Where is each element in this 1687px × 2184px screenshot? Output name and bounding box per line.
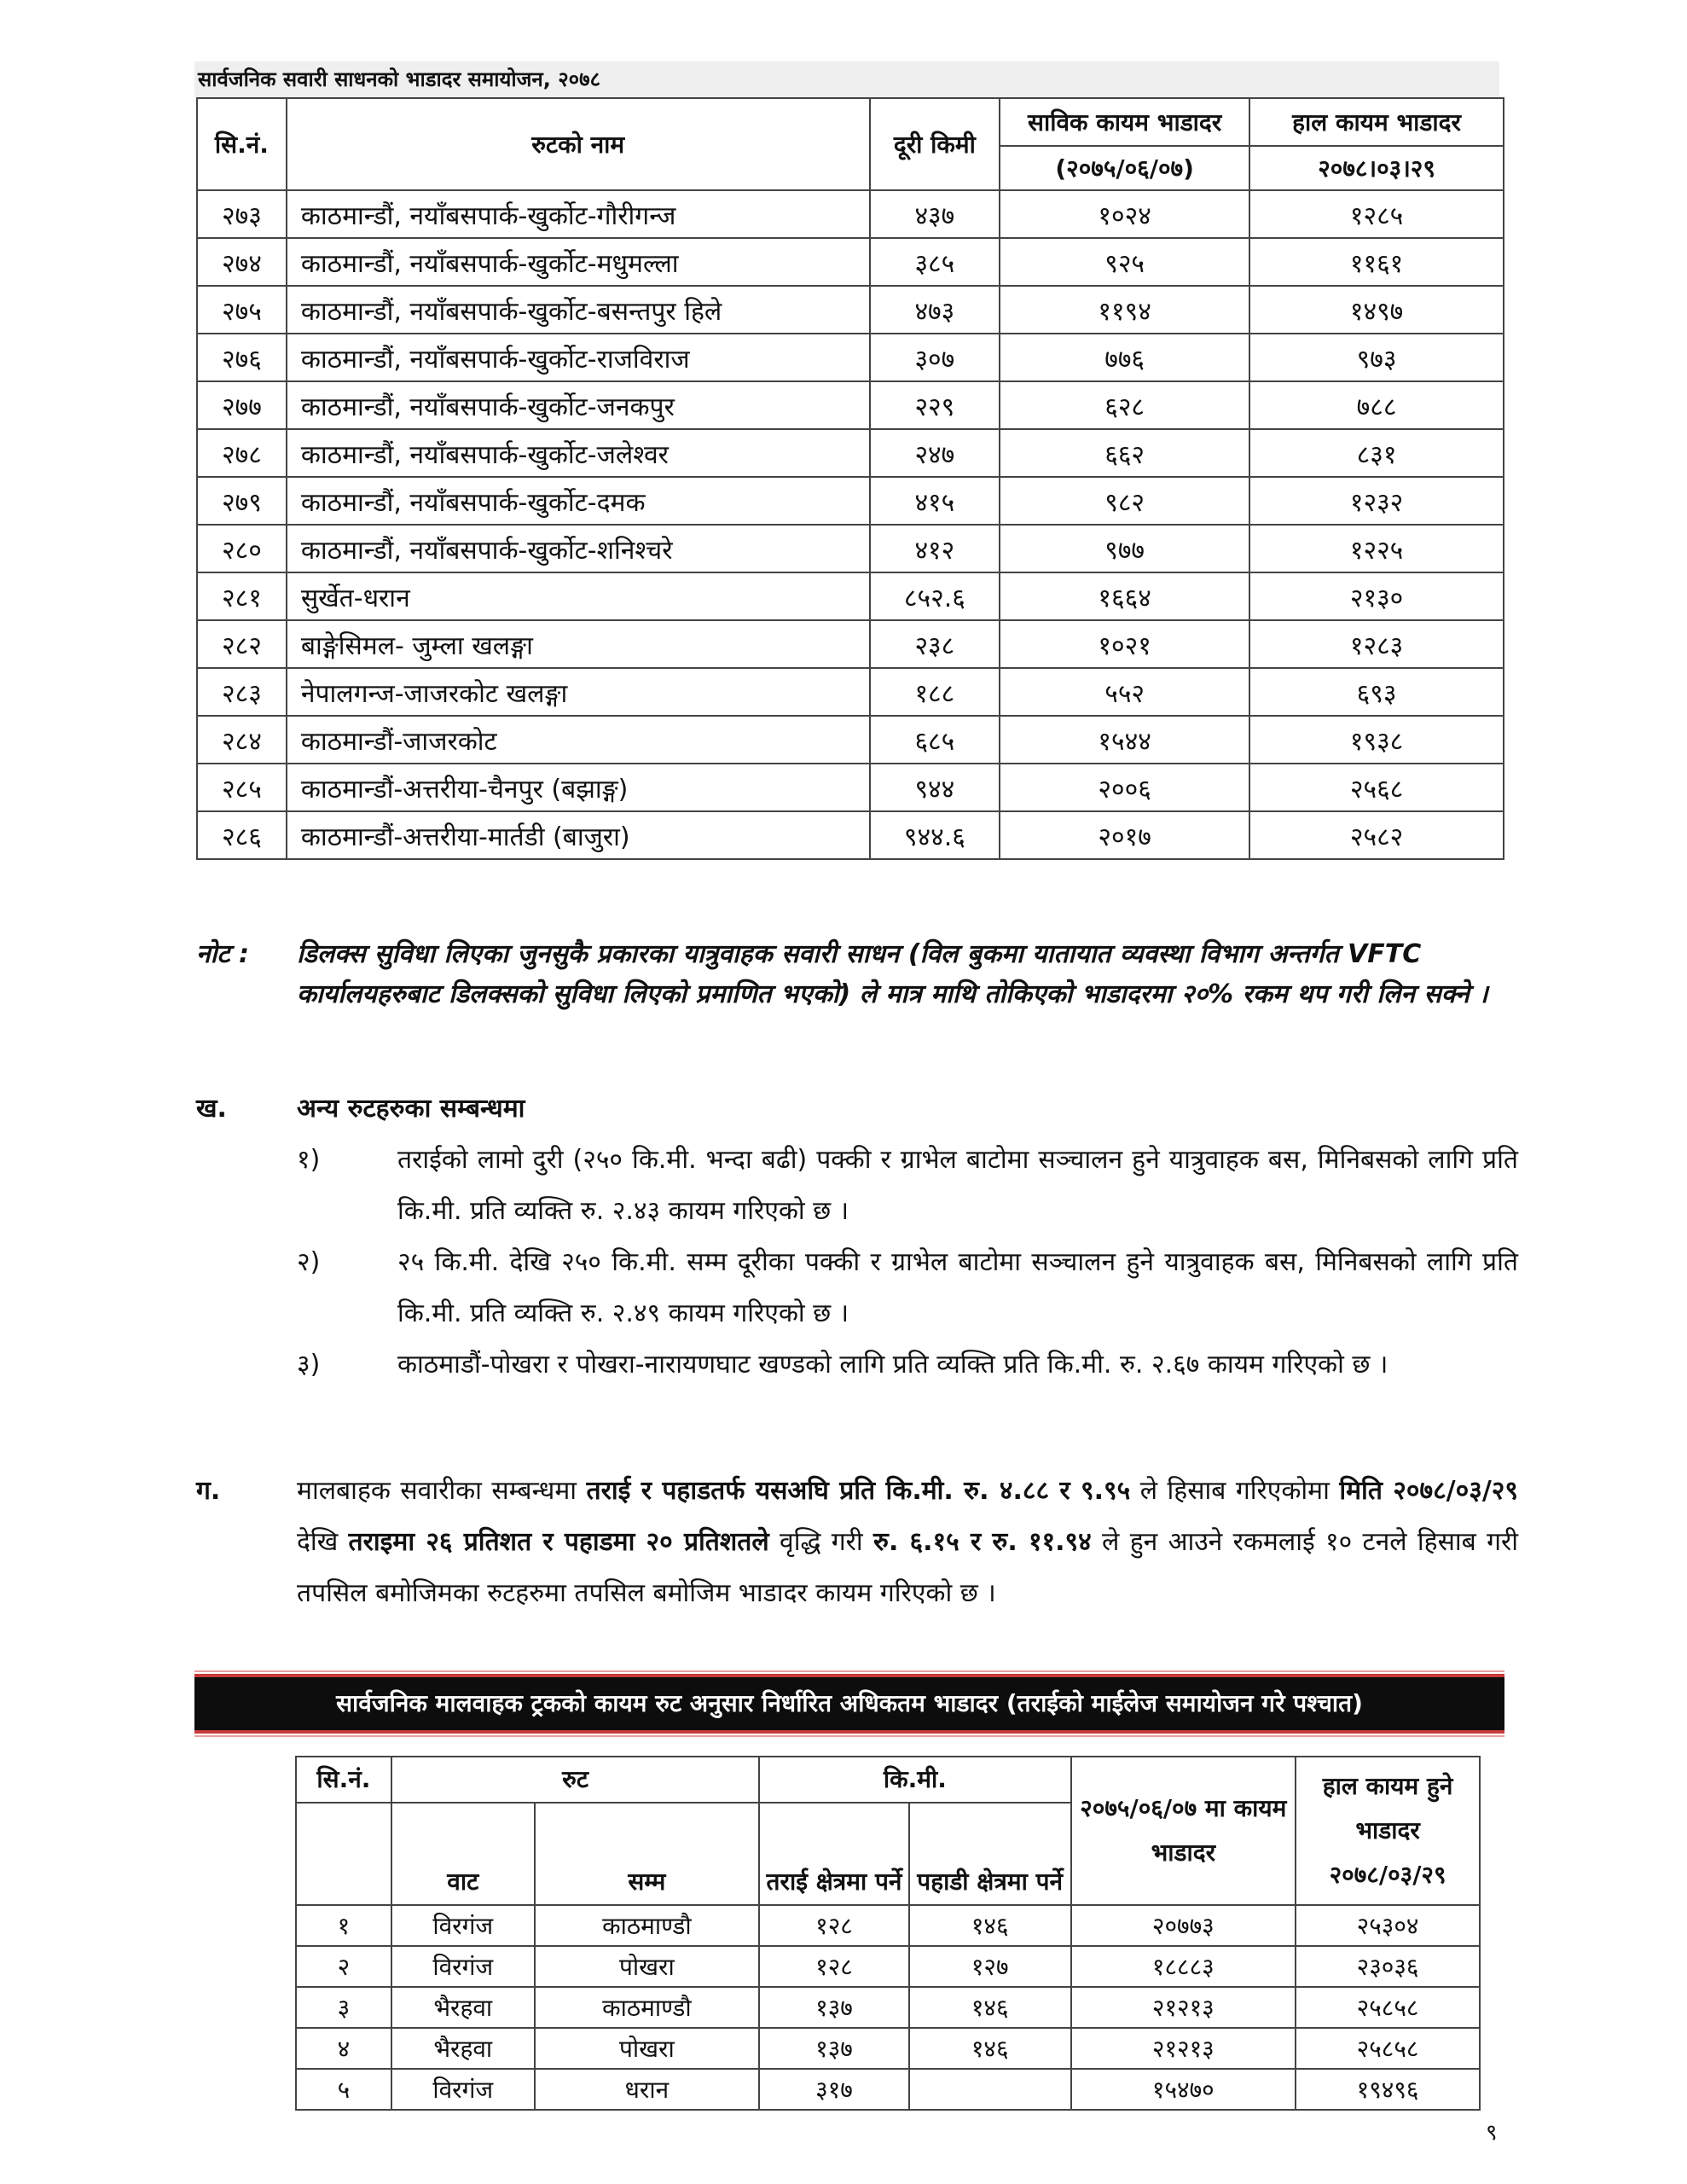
cell-sn: २८४ xyxy=(197,716,287,764)
page-header: सार्वजनिक सवारी साधनको भाडादर समायोजन, २०७८ xyxy=(194,61,1499,97)
cell-new-fare: २१३० xyxy=(1249,572,1504,620)
header-new-fare: हाल कायम भाडादर xyxy=(1249,98,1504,146)
cell-km: ४१२ xyxy=(870,525,1000,572)
cell-hill-km: १४६ xyxy=(909,1905,1071,1946)
cell-new-fare: २५८५८ xyxy=(1296,1987,1480,2028)
cell-sn: ५ xyxy=(296,2069,391,2110)
cell-sn: ४ xyxy=(296,2028,391,2069)
cell-route: काठमान्डौं, नयाँबसपार्क-खुर्कोट-दमक xyxy=(287,477,870,525)
cell-terai-km: १३७ xyxy=(759,1987,909,2028)
item-number: १) xyxy=(297,1145,321,1175)
cell-new-fare: १२८३ xyxy=(1249,620,1504,668)
cell-sn: २७७ xyxy=(197,381,287,429)
cell-sn: २८६ xyxy=(197,811,287,859)
table-row xyxy=(197,620,1504,668)
table-row xyxy=(197,190,1504,238)
table-row xyxy=(197,429,1504,477)
cell-old-fare: २१२१३ xyxy=(1071,1987,1296,2028)
text-run: मालबाहक सवारीका सम्बन्धमा xyxy=(297,1476,587,1506)
cell-terai-km: १२८ xyxy=(759,1946,909,1987)
section-heading: अन्य रुटहरुका सम्बन्धमा xyxy=(297,1094,525,1124)
cell-from: विरगंज xyxy=(391,2069,535,2110)
cell-new-fare: १९४९६ xyxy=(1296,2069,1480,2110)
cell-from: भैरहवा xyxy=(391,2028,535,2069)
cell-new-fare: १२३२ xyxy=(1249,477,1504,525)
cell-new-fare: २५८२ xyxy=(1249,811,1504,859)
table-row xyxy=(197,811,1504,859)
cell-km: ४३७ xyxy=(870,190,1000,238)
cell-km: २२९ xyxy=(870,381,1000,429)
section-ga xyxy=(196,1466,1518,1619)
cell-old-fare: ९७७ xyxy=(1000,525,1249,572)
passenger-fare-table xyxy=(196,97,1504,860)
header-to: सम्म xyxy=(535,1803,760,1905)
cell-new-fare: १२८५ xyxy=(1249,190,1504,238)
cell-hill-km: १४६ xyxy=(909,1987,1071,2028)
item-number: २) xyxy=(297,1247,321,1277)
cell-new-fare: २५६८ xyxy=(1249,764,1504,811)
cell-old-fare: २०७७३ xyxy=(1071,1905,1296,1946)
cell-old-fare: ११९४ xyxy=(1000,286,1249,334)
cell-old-fare: ६२८ xyxy=(1000,381,1249,429)
table-row xyxy=(296,2028,1480,2069)
cell-new-fare: ७८८ xyxy=(1249,381,1504,429)
cell-sn: २८३ xyxy=(197,668,287,716)
cell-route: काठमान्डौं, नयाँबसपार्क-खुर्कोट-बसन्तपुर हिले xyxy=(287,286,870,334)
bold-text-run: रु. ६.१५ र रु. ११.९४ xyxy=(873,1527,1092,1557)
cell-sn: २८० xyxy=(197,525,287,572)
text-run: ले हुन आउने रकमलाई १० टनले हिसाब गरी तपसिल बमोजिमका रुटहरुमा तपसिल बमोजिम भाडादर कायम गरिएको छ । xyxy=(297,1527,1519,1608)
table-row xyxy=(197,334,1504,381)
header-km: कि.मी. xyxy=(759,1757,1070,1803)
list-item xyxy=(297,1237,1518,1339)
cell-sn: २७३ xyxy=(197,190,287,238)
header-from: वाट xyxy=(391,1803,535,1905)
item-text: तराईको लामो दुरी (२५० कि.मी. भन्दा बढी) पक्की र ग्राभेल बाटोमा सञ्चालन हुने यात्रुवाहक बस, मिनिबसको लागि प्रति कि.मी. प्रति व्यक्ति रु. २.४३ कायम गरिएको छ । xyxy=(397,1145,1518,1226)
cell-route: बाङ्गेसिमल- जुम्ला खलङ्गा xyxy=(287,620,870,668)
cell-new-fare: ११६१ xyxy=(1249,238,1504,286)
cell-km: ८५२.६ xyxy=(870,572,1000,620)
header-new-fare: हाल कायम हुने भाडादर २०७८/०३/२९ xyxy=(1296,1757,1480,1905)
cell-hill-km: १२७ xyxy=(909,1946,1071,1987)
cell-to: पोखरा xyxy=(535,2028,760,2069)
truck-fare-table xyxy=(295,1756,1481,2111)
item-text: काठमाडौं-पोखरा र पोखरा-नारायणघाट खण्डको लागि प्रति व्यक्ति प्रति कि.मी. रु. २.६७ कायम गरिएको छ । xyxy=(397,1350,1388,1380)
header-distance: दूरी किमी xyxy=(870,98,1000,190)
cell-sn: २८५ xyxy=(197,764,287,811)
header-new-fare-date: २०७८।०३।२९ xyxy=(1249,146,1504,190)
header-sn-blank xyxy=(296,1803,391,1905)
table-header-row xyxy=(296,1757,1480,1803)
cell-sn: २७४ xyxy=(197,238,287,286)
section-letter: ख. xyxy=(196,1094,227,1124)
cell-terai-km: १२८ xyxy=(759,1905,909,1946)
cell-route: काठमान्डौं, नयाँबसपार्क-खुर्कोट-गौरीगन्ज xyxy=(287,190,870,238)
page-number: ९ xyxy=(1486,2120,1498,2146)
header-hill: पहाडी क्षेत्रमा पर्ने xyxy=(909,1803,1071,1905)
cell-to: धरान xyxy=(535,2069,760,2110)
cell-hill-km xyxy=(909,2069,1071,2110)
cell-route: काठमान्डौं, नयाँबसपार्क-खुर्कोट-जनकपुर xyxy=(287,381,870,429)
table-header-row xyxy=(197,98,1504,146)
cell-old-fare: ७७६ xyxy=(1000,334,1249,381)
table-row xyxy=(197,572,1504,620)
cell-sn: २८२ xyxy=(197,620,287,668)
cell-km: ९४४ xyxy=(870,764,1000,811)
table-row xyxy=(296,1946,1480,1987)
cell-route: काठमान्डौं, नयाँबसपार्क-खुर्कोट-शनिश्चरे xyxy=(287,525,870,572)
cell-sn: २७६ xyxy=(197,334,287,381)
cell-new-fare: ९७३ xyxy=(1249,334,1504,381)
cell-km: ३०७ xyxy=(870,334,1000,381)
header-route: रुटको नाम xyxy=(287,98,870,190)
header-old-fare: २०७५/०६/०७ मा कायम भाडादर xyxy=(1071,1757,1296,1905)
cell-new-fare: ८३१ xyxy=(1249,429,1504,477)
list-item xyxy=(297,1339,1518,1391)
cell-new-fare: १२२५ xyxy=(1249,525,1504,572)
cell-to: पोखरा xyxy=(535,1946,760,1987)
cell-sn: २ xyxy=(296,1946,391,1987)
cell-old-fare: १०२१ xyxy=(1000,620,1249,668)
item-text: २५ कि.मी. देखि २५० कि.मी. सम्म दूरीका पक्की र ग्राभेल बाटोमा सञ्चालन हुने यात्रुवाहक बस, मिनिबसको लागि प्रति कि.मी. प्रति व्यक्ति रु. २.४९ कायम गरिएको छ । xyxy=(397,1247,1518,1328)
cell-from: विरगंज xyxy=(391,1946,535,1987)
cell-old-fare: २००६ xyxy=(1000,764,1249,811)
table-row xyxy=(197,381,1504,429)
cell-route: काठमान्डौं, नयाँबसपार्क-खुर्कोट-मधुमल्ला xyxy=(287,238,870,286)
table-row xyxy=(296,1987,1480,2028)
header-sn: सि.नं. xyxy=(197,98,287,190)
cell-km: ३८५ xyxy=(870,238,1000,286)
cell-terai-km: ३१७ xyxy=(759,2069,909,2110)
table-row xyxy=(197,286,1504,334)
cell-old-fare: १५४४ xyxy=(1000,716,1249,764)
cell-sn: २७८ xyxy=(197,429,287,477)
cell-km: ६८५ xyxy=(870,716,1000,764)
cell-old-fare: १०२४ xyxy=(1000,190,1249,238)
cell-new-fare: १४९७ xyxy=(1249,286,1504,334)
cell-sn: २७५ xyxy=(197,286,287,334)
cell-sn: २७९ xyxy=(197,477,287,525)
text-run: ले हिसाब गरिएकोमा xyxy=(1130,1476,1340,1506)
header-old-fare: साविक कायम भाडादर xyxy=(1000,98,1249,146)
cell-old-fare: १५४७० xyxy=(1071,2069,1296,2110)
cell-km: २३८ xyxy=(870,620,1000,668)
cell-to: काठमाण्डौ xyxy=(535,1987,760,2028)
table-row xyxy=(197,477,1504,525)
cell-new-fare: २५८५८ xyxy=(1296,2028,1480,2069)
table-row xyxy=(197,716,1504,764)
item-number: ३) xyxy=(297,1350,321,1380)
cell-sn: १ xyxy=(296,1905,391,1946)
note-text: डिलक्स सुविधा लिएका जुनसुकै प्रकारका यात्रुवाहक सवारी साधन (विल बुकमा यातायात व्यवस्था विभाग अन्तर्गत VFTC कार्यालयहरुबाट डिलक्सको सुविधा लिएको प्रमाणित भएको) ले मात्र माथि तोकिएको भाडादरमा २०% रकम थप गरी लिन सक्ने । xyxy=(297,939,1488,1009)
cell-km: ४७३ xyxy=(870,286,1000,334)
cell-old-fare: २१२१३ xyxy=(1071,2028,1296,2069)
table-row xyxy=(197,238,1504,286)
cell-terai-km: १३७ xyxy=(759,2028,909,2069)
section-kha xyxy=(196,1083,1518,1391)
text-run: वृद्धि गरी xyxy=(768,1527,873,1557)
cell-km: १८८ xyxy=(870,668,1000,716)
cell-km: ४१५ xyxy=(870,477,1000,525)
table-row xyxy=(197,668,1504,716)
cell-route: सुर्खेत-धरान xyxy=(287,572,870,620)
cell-km: ९४४.६ xyxy=(870,811,1000,859)
section-ga-text xyxy=(297,1466,1518,1619)
cell-new-fare: ६९३ xyxy=(1249,668,1504,716)
cell-old-fare: ५५२ xyxy=(1000,668,1249,716)
header-terai: तराई क्षेत्रमा पर्ने xyxy=(759,1803,909,1905)
truck-fare-banner: सार्वजनिक मालवाहक ट्रकको कायम रुट अनुसार निर्धारित अधिकतम भाडादर (तराईको माईलेज समायोजन गरे पश्चात) xyxy=(194,1674,1504,1734)
bold-text-run: तराई र पहाडतर्फ यसअघि प्रति कि.मी. रु. ४.८८ र ९.९५ xyxy=(586,1476,1131,1506)
deluxe-note xyxy=(196,934,1510,1014)
cell-old-fare: ९८२ xyxy=(1000,477,1249,525)
cell-hill-km: १४६ xyxy=(909,2028,1071,2069)
note-label: नोट : xyxy=(196,939,249,969)
table-row xyxy=(296,1905,1480,1946)
table-row xyxy=(296,2069,1480,2110)
list-item xyxy=(297,1135,1518,1237)
cell-old-fare: १८८८३ xyxy=(1071,1946,1296,1987)
header-sn: सि.नं. xyxy=(296,1757,391,1803)
cell-new-fare: १९३८ xyxy=(1249,716,1504,764)
cell-route: काठमान्डौं-अत्तरीया-मार्तडी (बाजुरा) xyxy=(287,811,870,859)
cell-route: काठमान्डौं-अत्तरीया-चैनपुर (बझाङ्ग) xyxy=(287,764,870,811)
cell-from: भैरहवा xyxy=(391,1987,535,2028)
cell-route: काठमान्डौं, नयाँबसपार्क-खुर्कोट-जलेश्वर xyxy=(287,429,870,477)
bold-text-run: तराइमा २६ प्रतिशत र पहाडमा २० प्रतिशतले xyxy=(348,1527,769,1557)
cell-route: नेपालगन्ज-जाजरकोट खलङ्गा xyxy=(287,668,870,716)
section-letter: ग. xyxy=(196,1476,221,1506)
cell-to: काठमाण्डौ xyxy=(535,1905,760,1946)
text-run: देखि xyxy=(297,1527,349,1557)
header-route: रुट xyxy=(391,1757,759,1803)
cell-old-fare: २०१७ xyxy=(1000,811,1249,859)
cell-sn: ३ xyxy=(296,1987,391,2028)
cell-route: काठमान्डौं, नयाँबसपार्क-खुर्कोट-राजविराज xyxy=(287,334,870,381)
bold-text-run: मिति २०७८/०३/२९ xyxy=(1339,1476,1518,1506)
cell-old-fare: ६६२ xyxy=(1000,429,1249,477)
table-row xyxy=(197,525,1504,572)
cell-new-fare: २३०३६ xyxy=(1296,1946,1480,1987)
cell-sn: २८१ xyxy=(197,572,287,620)
cell-new-fare: २५३०४ xyxy=(1296,1905,1480,1946)
cell-from: विरगंज xyxy=(391,1905,535,1946)
cell-route: काठमान्डौं-जाजरकोट xyxy=(287,716,870,764)
header-old-fare-date: (२०७५/०६/०७) xyxy=(1000,146,1249,190)
cell-old-fare: ९२५ xyxy=(1000,238,1249,286)
table-row xyxy=(197,764,1504,811)
cell-old-fare: १६६४ xyxy=(1000,572,1249,620)
cell-km: २४७ xyxy=(870,429,1000,477)
